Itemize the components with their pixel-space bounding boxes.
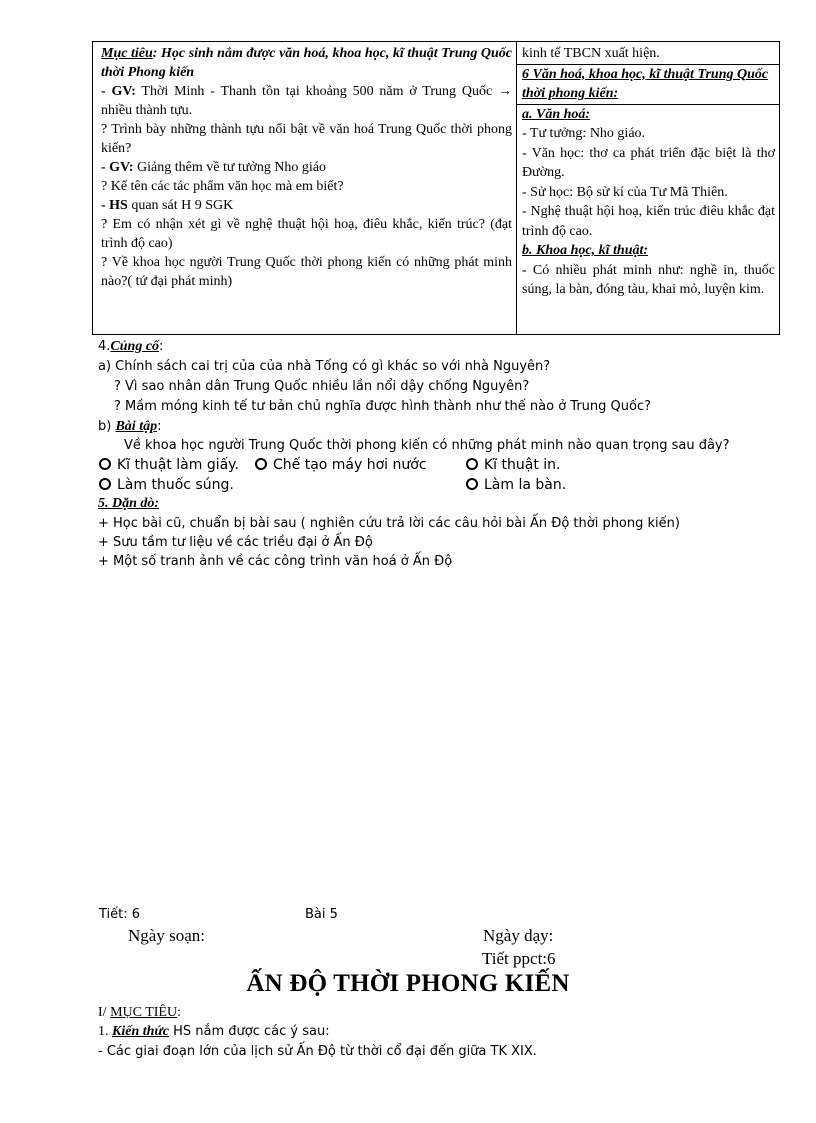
teaching-date-label: Ngày dạy:: [483, 926, 554, 945]
content-line: kinh tế TBCN xuất hiện.: [522, 46, 660, 61]
exercise-option[interactable]: Kĩ thuật in.: [466, 456, 561, 474]
science-item: - Có nhiều phát minh như: nghề in, thuốc súng, la bàn, đóng tàu, khai mỏ, luyện kim.: [522, 262, 775, 297]
exercise-question: Về khoa học người Trung Quốc thời phong kiến có những phát minh nào quan trọng sau đây?: [124, 438, 730, 453]
preparation-date-label: Ngày soạn:: [128, 926, 205, 945]
activity-line: - GV: Giảng thêm về tư tưởng Nho giáo: [101, 160, 327, 175]
radio-circle-icon[interactable]: [255, 458, 267, 470]
period-number: Tiết: 6: [99, 907, 141, 922]
lesson-title: ẤN ĐỘ THỜI PHONG KIẾN: [246, 970, 570, 997]
consolidation-question: ? Mầm móng kinh tế tư bản chủ nghĩa được hình thành như thế nào ở Trung Quốc?: [114, 399, 651, 414]
consolidation-question: a) Chính sách cai trị của của nhà Tống có gì khác so với nhà Nguyên?: [98, 359, 551, 374]
objective-line: [101, 44, 512, 82]
sub-heading-science: b. Khoa học, kĩ thuật:: [522, 243, 649, 258]
teacher-activities-column: [93, 42, 517, 334]
exercise-option[interactable]: Làm la bàn.: [466, 476, 566, 494]
exercise-heading: b) Bài tập:: [98, 419, 162, 434]
homework-item: + Sưu tầm tư liệu về các triều đại ở Ấn Độ: [98, 535, 373, 550]
culture-item: - Tư tưởng: Nho giáo.: [522, 126, 646, 141]
radio-circle-icon[interactable]: [99, 478, 111, 490]
lesson-number: Bài 5: [305, 907, 338, 922]
culture-item: - Văn học: thơ ca phát triển đặc biệt là thơ Đường.: [522, 145, 775, 180]
consolidation-heading: 4.Củng cố:: [98, 339, 164, 354]
radio-circle-icon[interactable]: [99, 458, 111, 470]
exercise-option[interactable]: Làm thuốc súng.: [99, 476, 234, 494]
consolidation-question: ? Vì sao nhân dân Trung Quốc nhiều lần nổi dậy chống Nguyên?: [114, 379, 530, 394]
sub-heading-culture: a. Văn hoá:: [522, 106, 591, 122]
lesson-table: [92, 41, 780, 335]
program-period-label: Tiết ppct:6: [482, 949, 556, 968]
radio-circle-icon[interactable]: [466, 458, 478, 470]
exercise-option[interactable]: Chế tạo máy hơi nước: [255, 456, 427, 474]
content-column: [517, 42, 779, 334]
objective-text: : Học sinh nắm được văn hoá, khoa học, kĩ thuật Trung Quốc thời Phong kiến: [101, 46, 512, 80]
homework-item: + Học bài cũ, chuẩn bị bài sau ( nghiên cứu trả lời các câu hỏi bài Ấn Độ thời phong kiến): [98, 516, 680, 531]
activity-line: - HS quan sát H 9 SGK: [101, 198, 234, 213]
activity-line: ? Về khoa học người Trung Quốc thời phong kiến có những phát minh nào?( tứ đại phát minh): [101, 255, 512, 289]
section-6-heading: 6 Văn hoá, khoa học, kĩ thuật Trung Quốc thời phong kiến:: [517, 64, 779, 105]
radio-circle-icon[interactable]: [466, 478, 478, 490]
activity-line: - GV: Thời Minh - Thanh tồn tại khoảng 500 năm ở Trung Quốc → nhiều thành tựu.: [101, 84, 512, 118]
knowledge-item: - Các giai đoạn lớn của lịch sử Ấn Độ từ thời cổ đại đến giữa TK XIX.: [98, 1044, 537, 1059]
activity-line: ? Em có nhận xét gì về nghệ thuật hội hoạ, điêu khắc, kiến trúc? (đạt trình độ cao): [101, 217, 512, 251]
homework-item: + Một số tranh ảnh về các công trình văn hoá ở Ấn Độ: [98, 554, 453, 569]
homework-heading: 5. Dặn dò:: [98, 496, 160, 511]
activity-line: ? Trình bày những thành tựu nổi bật về văn hoá Trung Quốc thời phong kiến?: [101, 122, 512, 156]
culture-item: - Nghệ thuật hội hoạ, kiến trúc điêu khắc đạt trình độ cao.: [522, 204, 775, 239]
objective-label: Mục tiêu: [101, 46, 153, 61]
culture-item: - Sử học: Bộ sử kí của Tư Mã Thiên.: [522, 184, 728, 200]
activity-line: ? Kể tên các tác phẩm văn học mà em biết?: [101, 179, 344, 194]
knowledge-line: 1. Kiến thức HS nắm được các ý sau:: [98, 1024, 330, 1039]
exercise-option[interactable]: Kĩ thuật làm giấy.: [99, 456, 239, 474]
objectives-heading: I/ MỤC TIÊU:: [98, 1005, 181, 1020]
